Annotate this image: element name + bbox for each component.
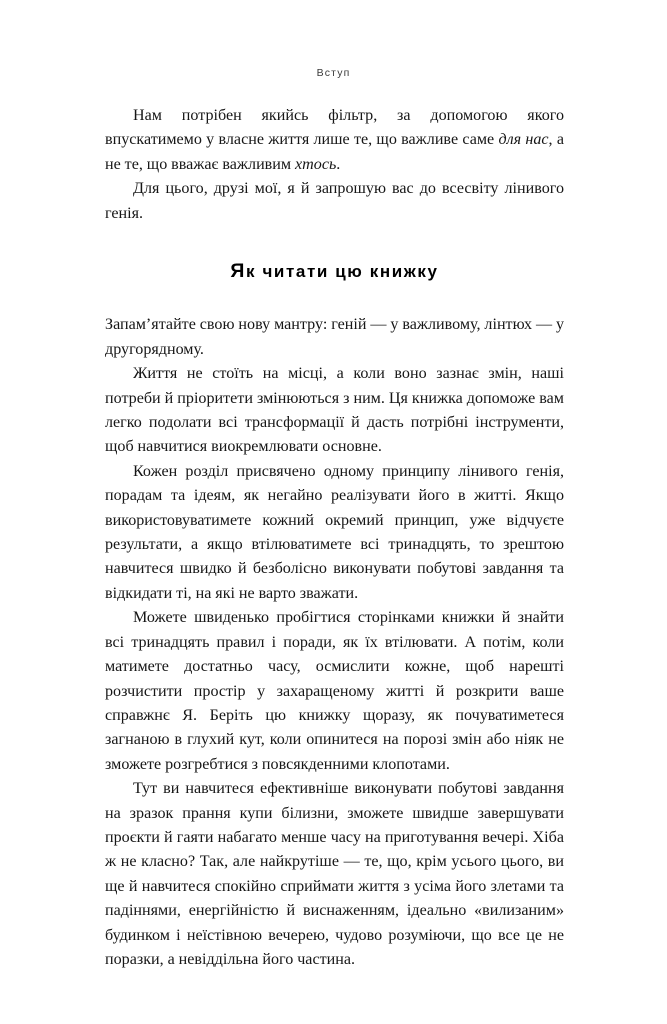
page-text-block xyxy=(105,104,564,972)
running-head: Вступ xyxy=(316,67,351,79)
paragraph-invite: Для цього, друзі мої, я й запрошую вас до всесвіту лінивого генія. xyxy=(105,180,564,222)
heading-space-below xyxy=(105,283,564,313)
paragraph-learn-here: Тут ви навчитеся ефективніше виконувати побутові завдання на зразок прання купи білизни, зможете швидше завершувати проєкти й гаяти набагато менше часу на приготування вечері. Хіба ж не класно? Так, але найкрутіше — те, що, крім усього цього, ви ще й навчитеся спокійно сприймати життя з усіма його злетами та падіннями, енергійністю й виснаженням, ідеально «вилизаним» будинком і неїстівною вечерею, чудово розуміючи, що все це не поразки, а невіддільна його частина. xyxy=(105,780,564,968)
heading-space-above xyxy=(105,226,564,260)
heading-initial-letter: Я xyxy=(230,260,247,283)
paragraph-mantra: Запам’ятайте свою нову мантру: геній — у важливому, лінтюх — у другорядному. xyxy=(105,316,565,358)
section-heading-how-to-read: Як читати цю книжку xyxy=(230,260,439,283)
paragraph-each-chapter: Кожен розділ присвячено одному принципу лінивого генія, порадам та ідеям, як негайно реалізувати його в житті. Якщо використовуватимете кожний окремий принцип, уже відчуєте результати, а якщо втілюватимете всі тринадцять, то зрештою навчитеся швидко й безболісно виконувати побутові завдання та відкидати ті, на які не варто зважати. xyxy=(105,462,564,602)
paragraph-skim: Можете швиденько пробігтися сторінками книжки й знайти всі тринадцять правил і поради, як їх втілювати. А потім, коли матимете достатньо часу, осмислити кожне, щоб нарешті розчистити простір у захаращеному житті й розкрити ваше справжнє Я. Беріть цю книжку щоразу, як почуватиметеся загнаною в глухий кут, коли опинитеся на порозі змін або ніяк не зможете розгребтися з повсякденними клопотами. xyxy=(105,609,564,773)
emphasis-text: хтось xyxy=(295,155,337,173)
emphasis-text: для нас xyxy=(498,131,549,149)
paragraph-filter: Нам потрібен якийсь фільтр, за допомогою якого впускатимемо у власне життя лише те, що важливе саме для нас, а не те, що вважає важливим хтось. xyxy=(105,107,564,173)
paragraph-life-moves: Життя не стоїть на місці, а коли воно зазнає змін, наші потреби й пріоритети змінюються з ним. Ця книжка допоможе вам легко подолати всі трансформації й дасть потрібні інструменти, щоб навчитися виокремлювати основне. xyxy=(105,365,564,456)
